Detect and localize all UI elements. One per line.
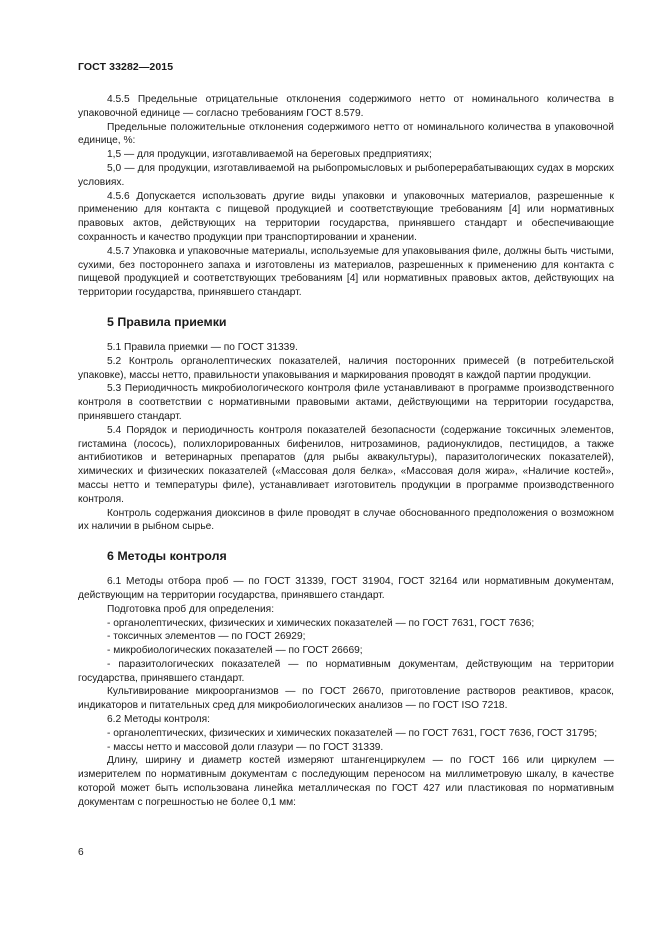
- list-item: - органолептических, физических и химических показателей — по ГОСТ 7631, ГОСТ 7636, ГОСТ 31795;: [107, 727, 598, 739]
- paragraph-4-5-6: 4.5.6 Допускается использовать другие виды упаковки и упаковочных материалов, разрешенные к применению для контакта с пищевой продукцией и соответствующие требованиям [4] или нормативных правовых актов, действующих на территории государства, принявшего стандарт и обеспечивающие сохранность и качество продукции при транспортировании и хранении.: [78, 190, 614, 243]
- document-header: ГОСТ 33282—2015: [78, 61, 174, 73]
- paragraph-4-5-7: 4.5.7 Упаковка и упаковочные материалы, используемые для упаковывания филе, должны быть чистыми, сухими, без постороннего запаха и изготовлены из материалов, разрешенных к применению для контакта с пищевой продукцией и соответствующих требованиям [4] или нормативных правовых актов, действующих на территории государства, принявшего стандарт.: [78, 245, 614, 299]
- list-item: 1,5 — для продукции, изготавливаемой на береговых предприятиях;: [107, 149, 432, 161]
- list-item: - микробиологических показателей — по ГОСТ 26669;: [107, 645, 363, 657]
- paragraph: Предельные положительные отклонения содержимого нетто от номинального количества в упаковочной единице, %:: [78, 121, 614, 147]
- paragraph-4-5-5: 4.5.5 Предельные отрицательные отклонения содержимого нетто от номинального количества в упаковочной единице — согласно требованиям ГОСТ 8.579.: [78, 94, 614, 119]
- paragraph-5-2: 5.2 Контроль органолептических показателей, наличия посторонних примесей (в потребительской упаковке), массы нетто, правильности упаковывания и маркирования проводят в каждой партии продукции.: [78, 355, 614, 381]
- paragraph-5-4: 5.4 Порядок и периодичность контроля показателей безопасности (содержание токсичных элементов, гистамина (лосось), полихлорированных бифенилов, нитрозаминов, радионуклидов, пестицидов, а также антибиотиков и ветеринарных препаратов (для рыбы аквакультуры), паразитологических показателей), химических и физических показателей («Массовая доля белка», «Массовая доля жира», «Наличие костей», массы нетто и температуры филе), устанавливает изготовитель продукции в программе производственного контроля.: [78, 424, 614, 505]
- list-item: - органолептических, физических и химических показателей — по ГОСТ 7631, ГОСТ 7636;: [107, 617, 535, 629]
- paragraph: Контроль содержания диоксинов в филе проводят в случае обоснованного предположения о возможном их наличии в рыбном сырье.: [78, 507, 614, 533]
- page-number: 6: [78, 847, 84, 858]
- list-item: - массы нетто и массовой доли глазури — по ГОСТ 31339.: [107, 741, 384, 753]
- paragraph-5-3: 5.3 Периодичность микробиологического контроля филе устанавливают в программе производственного контроля в соответствии с нормативными правовыми актами, действующими на территории государства, принявшего стандарт.: [78, 383, 614, 422]
- paragraph-6-1: 6.1 Методы отбора проб — по ГОСТ 31339, ГОСТ 31904, ГОСТ 32164 или нормативным документам, действующим на территории государства, принявшего стандарт.: [78, 576, 614, 601]
- section-6-heading: 6 Методы контроля: [107, 549, 227, 564]
- paragraph: Длину, ширину и диаметр костей измеряют штангенциркулем — по ГОСТ 166 или циркулем — измерителем по нормативным документам с последующим переносом на миллиметровую шкалу, в качестве которой может быть использована линейка металлическая по ГОСТ 427 или пластиковая по нормативным документам с погрешностью не более 0,1 мм:: [78, 755, 614, 808]
- paragraph-5-1: 5.1 Правила приемки — по ГОСТ 31339.: [107, 341, 298, 353]
- list-item: - токсичных элементов — по ГОСТ 26929;: [107, 631, 306, 643]
- paragraph: Подготовка проб для определения:: [107, 603, 275, 615]
- paragraph: Культивирование микроорганизмов — по ГОСТ 26670, приготовление растворов реактивов, красок, индикаторов и питательных сред для микробиологических анализов — по ГОСТ ISO 7218.: [78, 686, 614, 712]
- list-item: 5,0 — для продукции, изготавливаемой на рыбопромысловых и рыбоперерабатывающих судах в морских условиях.: [78, 162, 614, 188]
- paragraph-6-2: 6.2 Методы контроля:: [107, 714, 210, 726]
- document-body: [78, 93, 614, 810]
- section-5-heading: 5 Правила приемки: [107, 314, 227, 329]
- list-item: - паразитологических показателей — по нормативным документам, действующим на территории государства, принявшего стандарт.: [78, 658, 614, 684]
